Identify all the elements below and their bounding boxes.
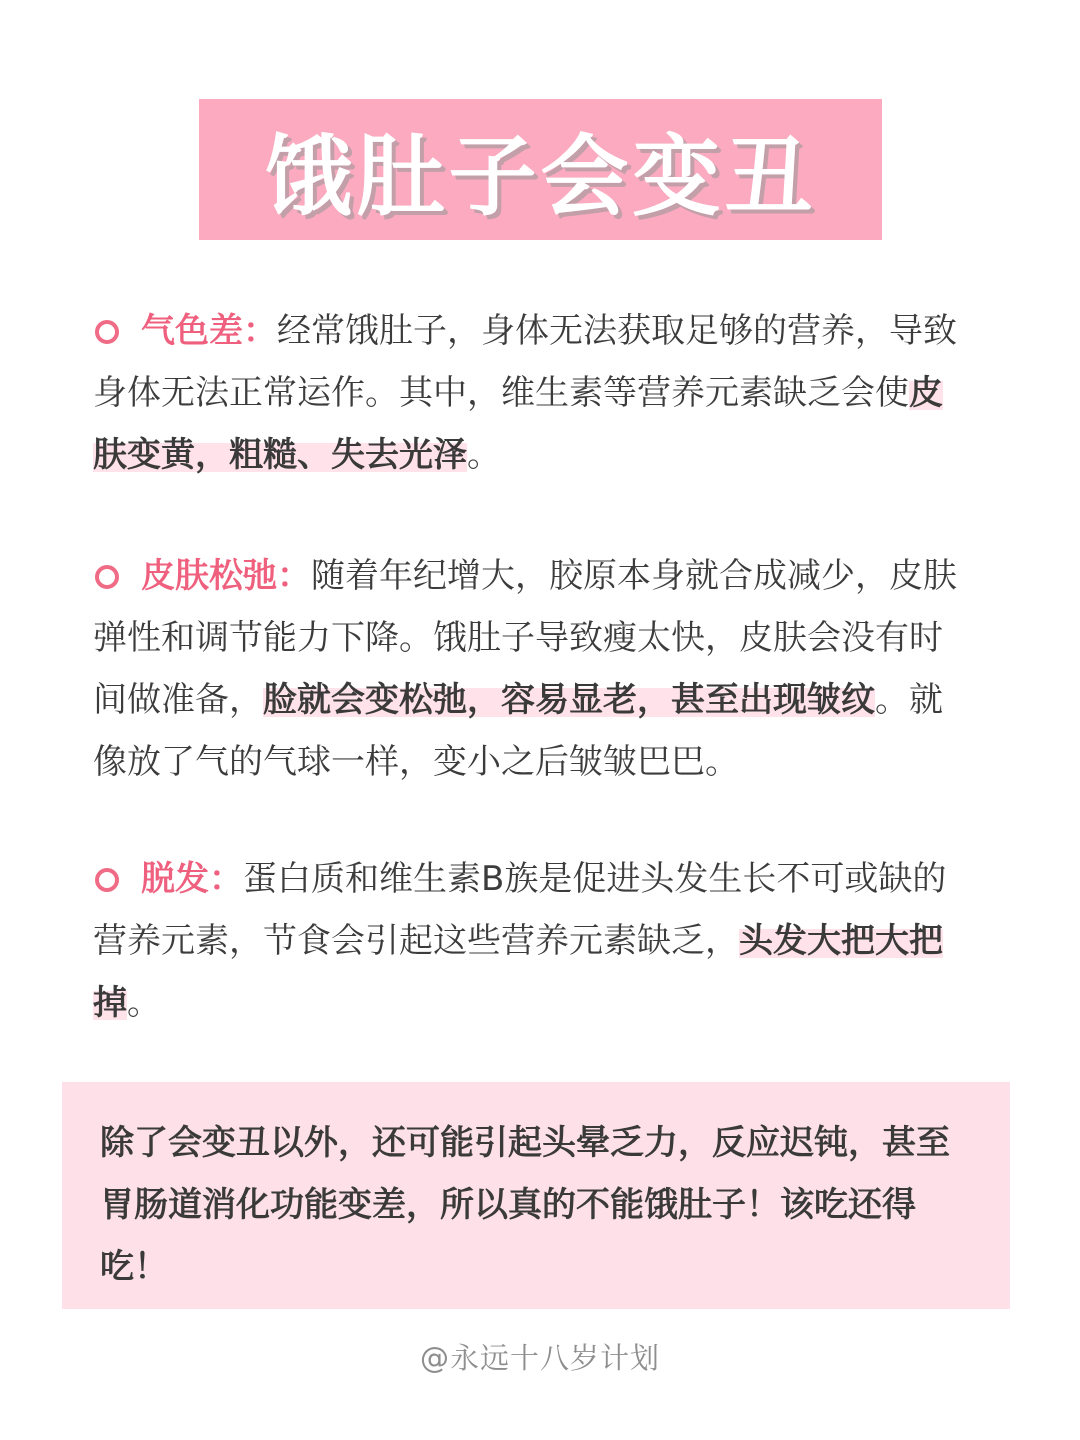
section-highlight: 脸就会变松弛，容易显老，甚至出现皱纹	[263, 680, 875, 720]
section-text-end: 。	[127, 983, 161, 1023]
section-highlight: 皮肤变黄，粗糙、失去光泽	[93, 373, 943, 475]
section-text: 随着年纪增大，胶原本身就合成减少，皮肤弹性和调节能力下降。饿肚子导致瘦太快，皮肤会没有时间做准备，	[93, 556, 957, 720]
section-complexion	[93, 300, 973, 486]
summary-text: 除了会变丑以外，还可能引起头晕乏力，反应迟钝，甚至胃肠道消化功能变差，所以真的不能饿肚子！该吃还得吃！	[100, 1123, 950, 1287]
section-label: 气色差：	[141, 311, 277, 351]
circle-bullet-icon	[95, 868, 119, 892]
author-credit: @永远十八岁计划	[419, 1341, 660, 1375]
section-skin-sagging	[93, 545, 973, 793]
page-title: 饿肚子会变丑	[264, 124, 817, 228]
section-highlight: 头发大把大把掉	[93, 921, 943, 1023]
section-label: 皮肤松弛：	[141, 556, 311, 596]
section-text-end: 。就像放了气的气球一样，变小之后皱皱巴巴。	[93, 680, 943, 782]
summary-box	[62, 1082, 1010, 1309]
section-label: 脱发：	[141, 859, 243, 899]
section-text-end: 。	[467, 435, 501, 475]
title-banner	[199, 99, 882, 240]
section-hair-loss	[93, 848, 973, 1034]
section-text: 蛋白质和维生素B族是促进头发生长不可或缺的营养元素，节食会引起这些营养元素缺乏，	[93, 859, 947, 961]
section-text: 经常饿肚子，身体无法获取足够的营养，导致身体无法正常运作。其中，维生素等营养元素缺乏会使	[93, 311, 957, 413]
circle-bullet-icon	[95, 320, 119, 344]
circle-bullet-icon	[95, 565, 119, 589]
